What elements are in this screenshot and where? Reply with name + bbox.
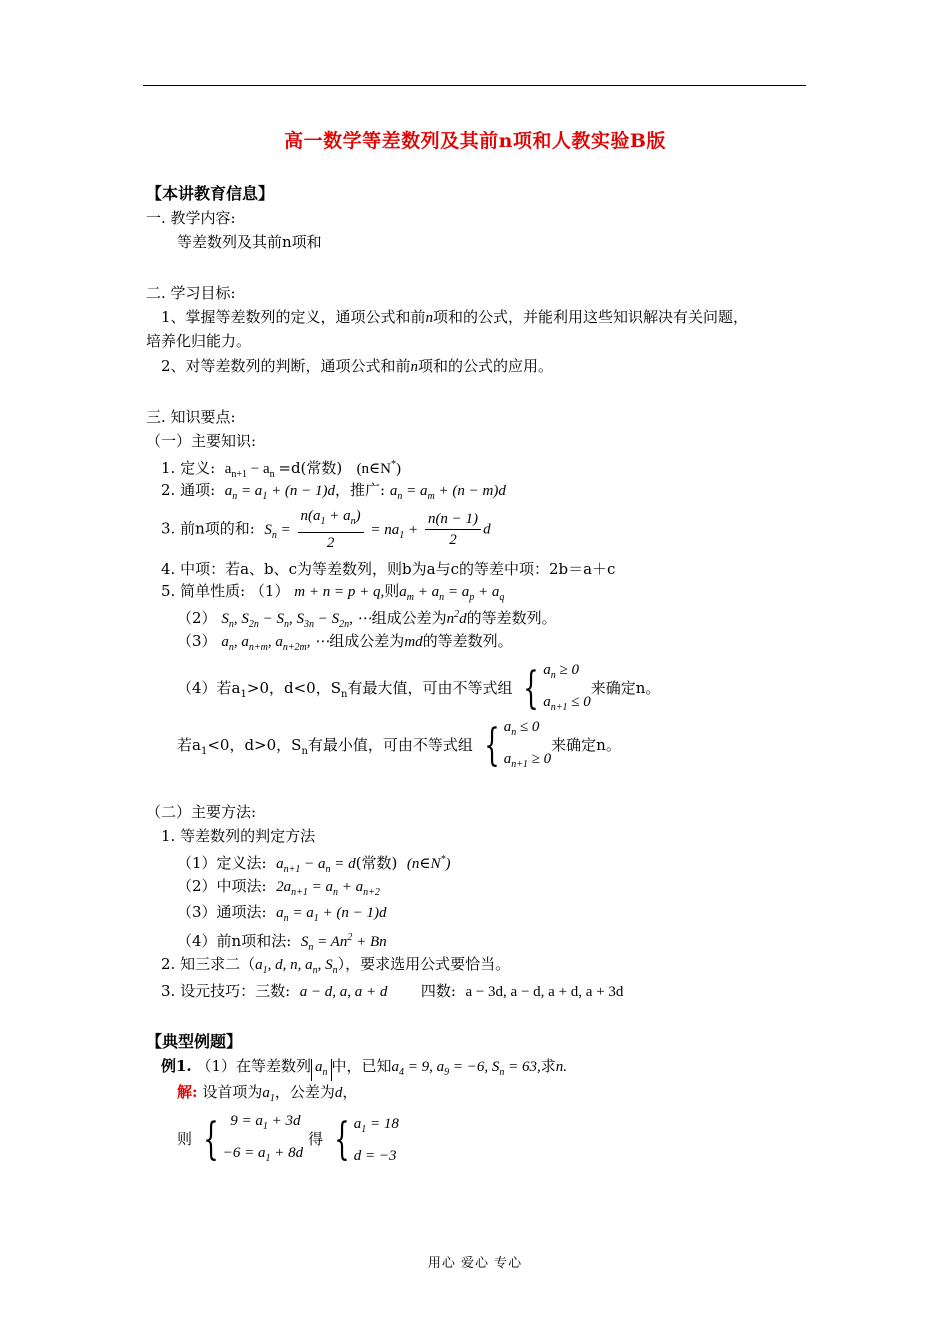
goal-2: 2、对等差数列的判断，通项公式和前n项和的公式的应用。	[161, 357, 554, 375]
goal-1-cont: 培养化归能力。	[146, 332, 252, 350]
property-1: 5. 简单性质: （1） m + n = p + q,则$a_m + a_n = a_p + a_q$	[161, 582, 505, 603]
sub-main-methods: （二）主要方法:	[146, 803, 257, 821]
property-3: （3） $a_n$, $a_{n+m}$, $a_{n+2m}$, ⋯组成公差为md的等差数列。	[177, 632, 513, 653]
definition: 1. 定义: $a_{n+1} - a_n =d$(常数) (n∈N*)	[161, 459, 401, 480]
goal-1: 1、掌握等差数列的定义，通项公式和前n项和的公式，并能利用这些知识解决有关问题，	[161, 308, 749, 326]
sub-main-knowledge: （一）主要知识:	[146, 432, 257, 450]
method-2: 2. 知三求二（$a_1$, d, n, $a_n$, $S_n$），要求选用公式要恰当。	[161, 955, 511, 976]
section-heading-info: 【本讲教育信息】	[146, 184, 275, 203]
example-1: 例1. （1）在等差数列 $a_n$ 中，已知$a_4 = 9$, $a_9 = -6$, $S_n = 63$,求n.	[161, 1055, 567, 1084]
content-text: 等差数列及其前n项和	[177, 233, 322, 251]
footer-text: 用心 爱心 专心	[427, 1256, 523, 1271]
header-rule	[143, 85, 806, 86]
method-1: 1. 等差数列的判定方法	[161, 827, 316, 845]
method-1a: （1）定义法: $a_{n+1} - a_n = d$(常数) (n∈N*)	[177, 854, 451, 875]
sum-formula: 3. 前n项的和: $S_n$ = $\frac{n(a_1 + a_n)}{2}$ = $na_1$ + $\frac{n(n - 1)}{2}$ d	[161, 508, 491, 551]
label-content: 一. 教学内容:	[146, 209, 236, 227]
solution-intro: 解: 设首项为$a_1$，公差为d，	[177, 1083, 358, 1104]
label-knowledge: 三. 知识要点:	[146, 408, 236, 426]
property-5: 若$a_1<0$，d>0，$S_n$有最小值，可由不等式组 { $a_n \le 0$ $a_{n+1} \ge 0$ 来确定n。	[177, 719, 621, 771]
method-1c: （3）通项法: $a_n = a_1 + (n - 1)d$	[177, 903, 387, 924]
property-4: （4）若$a_1>0$，d<0，$S_n$有最大值，可由不等式组 { $a_n \ge 0$ $a_{n+1} \le 0$ 来确定n。	[177, 662, 661, 714]
method-3: 3. 设元技巧：三数: a − d, a, a + d 四数: a − 3d, a − d, a + d, a + 3d	[161, 982, 624, 1000]
label-goals: 二. 学习目标:	[146, 284, 236, 302]
method-1b: （2）中项法: $2a_{n+1} = a_n + a_{n+2}$	[177, 877, 380, 898]
middle-term: 4. 中项：若a、b、c为等差数列，则b为a与c的等差中项：2b＝a＋c	[161, 560, 616, 578]
page-title: 高一数学等差数列及其前n项和人教实验B版	[284, 130, 666, 152]
method-1d: （4）前n项和法: $S_n = An^2 + Bn$	[177, 932, 387, 953]
property-2: （2） $S_n$, $S_{2n} - S_n$, $S_{3n} - S_{2n}$, ⋯组成公差为$n^2d$的等差数列。	[177, 609, 557, 630]
solution-system: 则 { $9 = a_1 + 3d$ $-6 = a_1 + 8d$ 得 { $a_1 = 18$ d = −3	[177, 1113, 399, 1165]
general-term: 2. 通项: $a_n = a_1 + (n - 1)d$，推广: $a_n = a_m + (n - m)d$	[161, 481, 506, 502]
section-heading-examples: 【典型例题】	[146, 1032, 243, 1051]
